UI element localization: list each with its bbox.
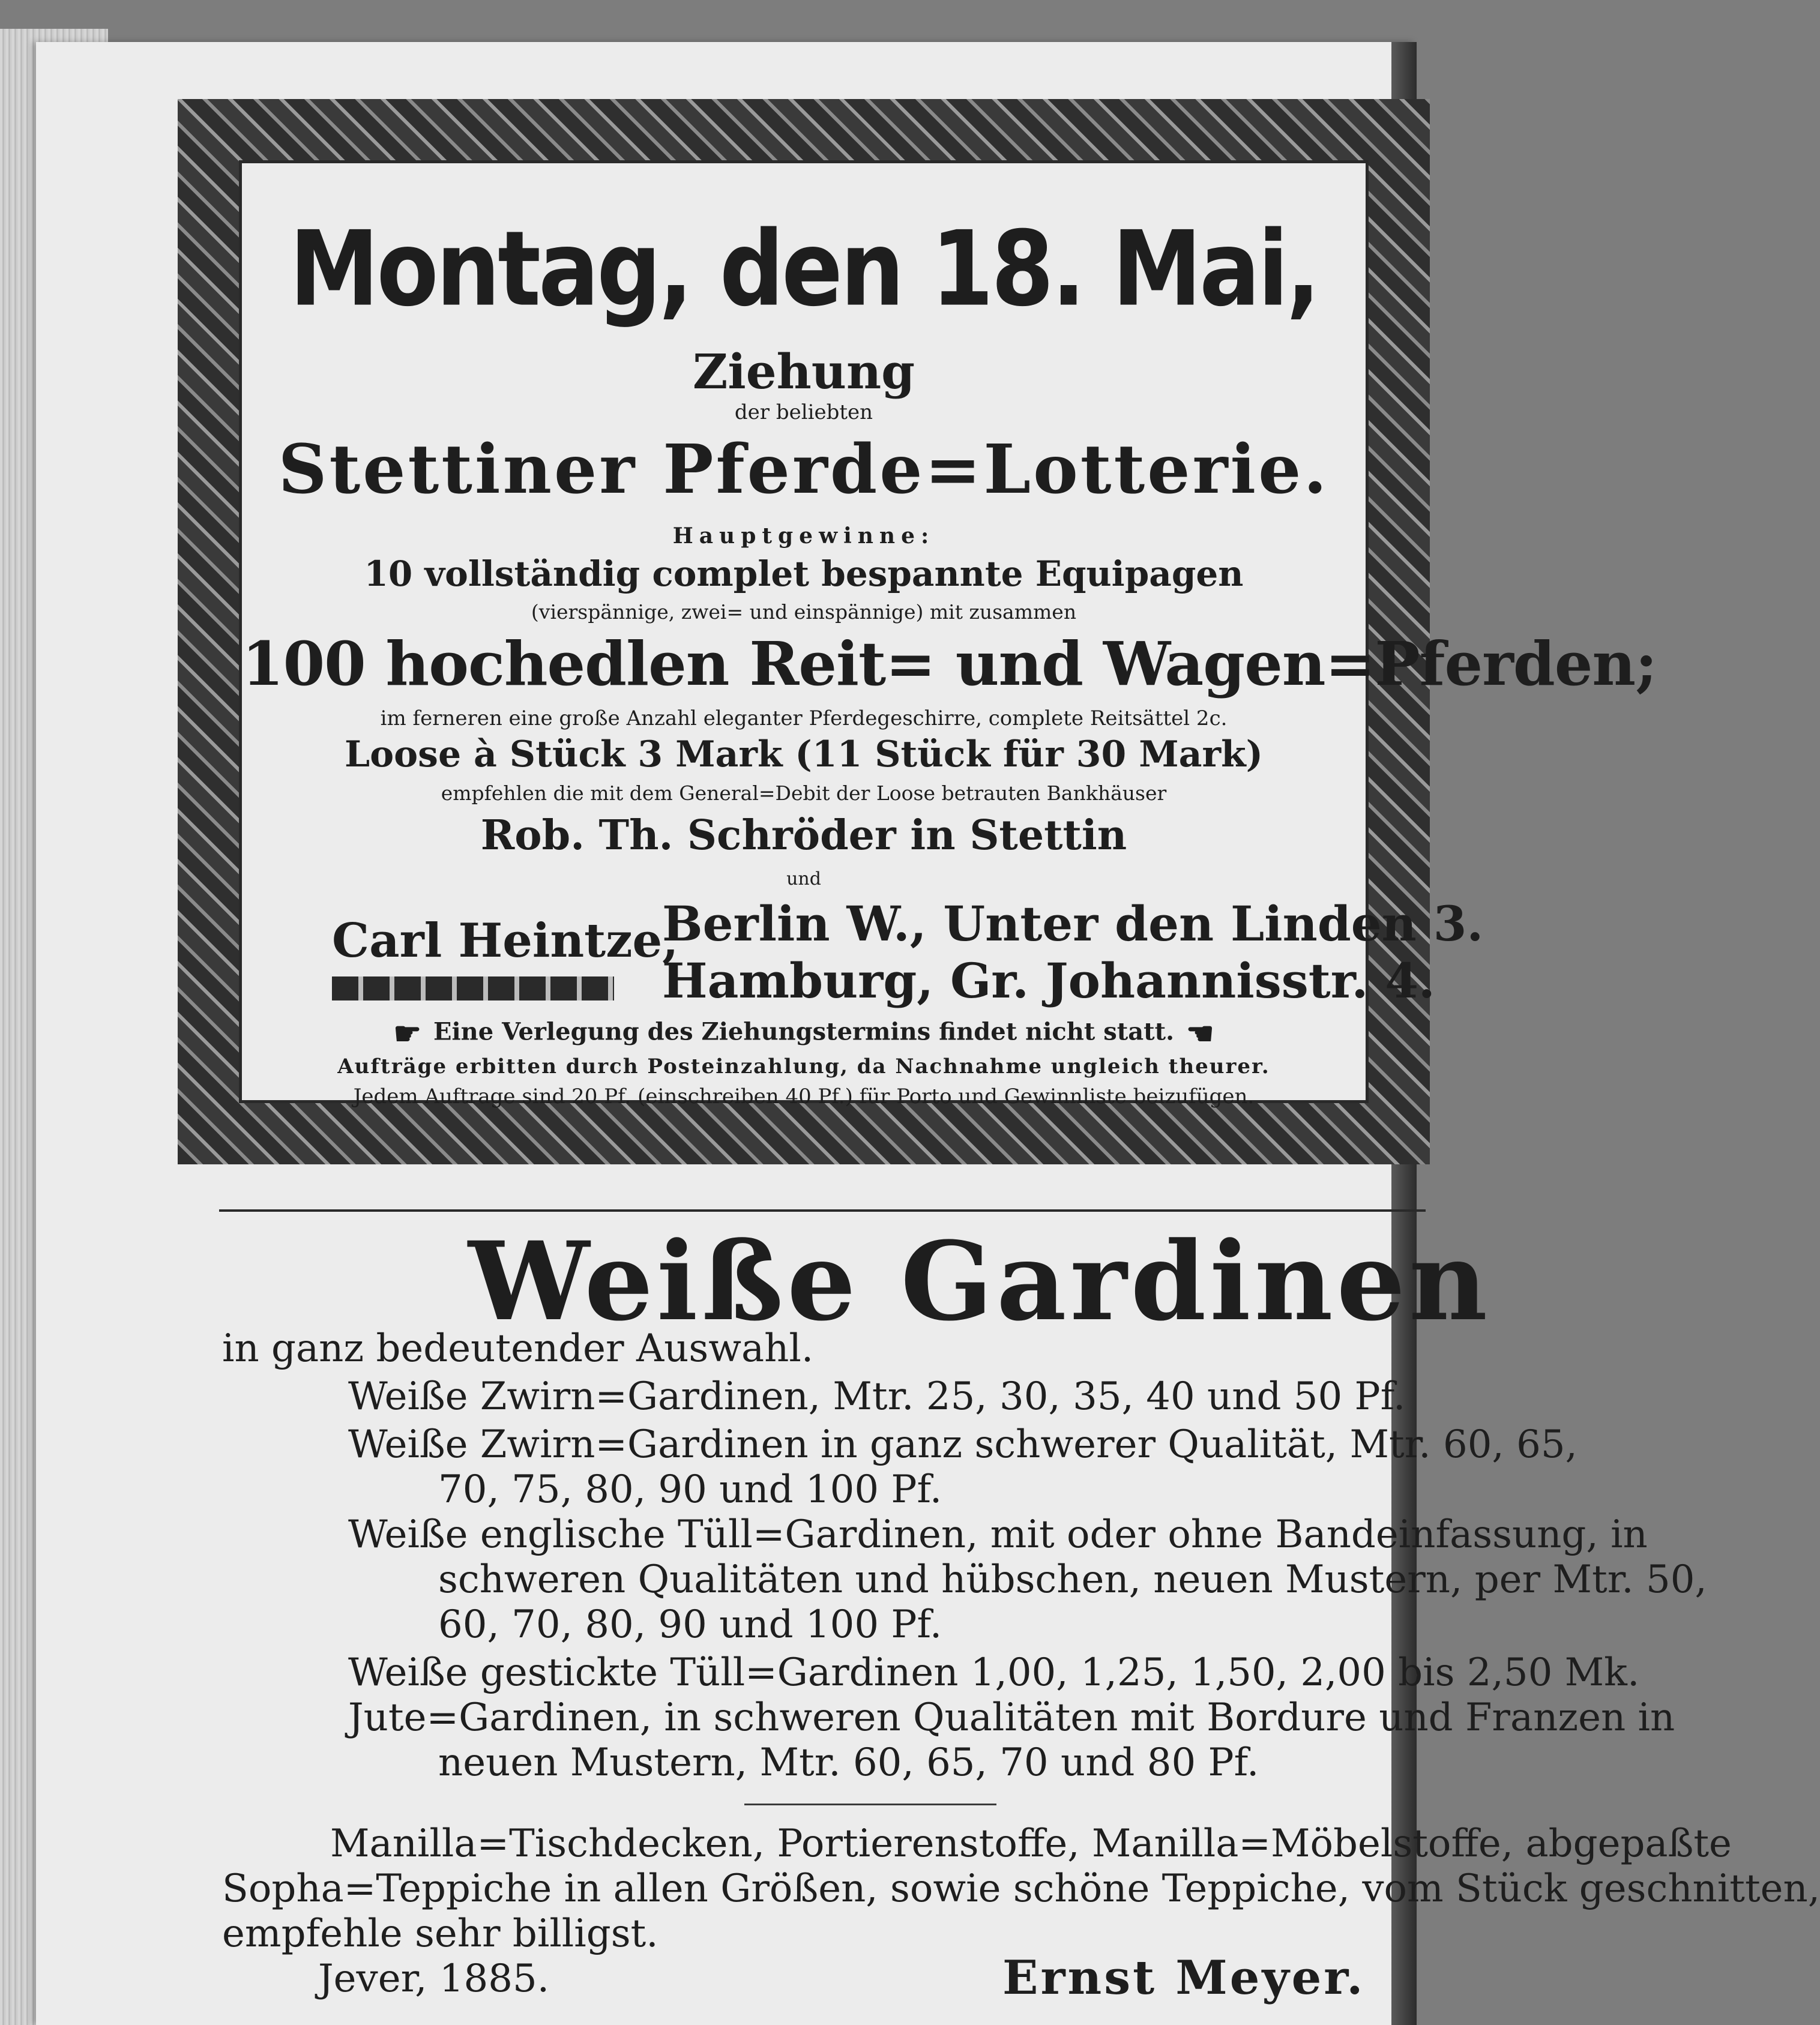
city-date: Jever, 1885. [318, 1957, 550, 2001]
lottery-headline: Montag, den 18. Mai, [289, 209, 1318, 330]
gardinen-line: Weiße Zwirn=Gardinen, Mtr. 25, 30, 35, 40 und 50 Pf. [348, 1374, 1406, 1419]
address-berlin: Berlin W., Unter den Linden 3. [662, 895, 1484, 952]
misc-line: empfehle sehr billigst. [222, 1912, 658, 1956]
der-beliebten-text: der beliebten [734, 400, 873, 424]
address-hamburg: Hamburg, Gr. Johannisstr. 4. [662, 952, 1435, 1009]
gardinen-line: 60, 70, 80, 90 und 100 Pf. [438, 1602, 942, 1647]
notice-text: Eine Verlegung des Ziehungstermins findet nicht statt. [433, 1017, 1175, 1046]
hauptgewinne-heading: Hauptgewinne: [672, 523, 935, 549]
pointing-hand-left-icon: ☚ [1186, 1016, 1214, 1052]
bank-heintze: Carl Heintze, [332, 913, 679, 968]
lottery-name: Stettiner Pferde=Lotterie. [278, 430, 1330, 509]
newspaper-page [36, 42, 1820, 2025]
equipagen-note: (vierspännige, zwei= und einspännige) mit zusammen [531, 600, 1077, 624]
bank-schroeder: Rob. Th. Schröder in Stettin [480, 811, 1127, 859]
gardinen-line: Weiße englische Tüll=Gardinen, mit oder ohne Bandeinfassung, in [348, 1512, 1648, 1557]
lottery-content [239, 160, 1657, 1109]
porto-text: Jedem Auftrage sind 20 Pf. (einschreiben 40 Pf.) für Porto und Gewinnliste beizufügen. [353, 1085, 1255, 1109]
gardinen-line: Weiße gestickte Tüll=Gardinen 1,00, 1,25, 1,50, 2,00 bis 2,50 Mk. [348, 1650, 1640, 1695]
gardinen-intro: in ganz bedeutender Auswahl. [222, 1326, 814, 1371]
empfehlen-text: empfehlen die mit dem General=Debit der Loose betrauten Bankhäuser [441, 781, 1167, 805]
gardinen-line: schweren Qualitäten und hübschen, neuen Mustern, per Mtr. 50, [438, 1557, 1707, 1602]
equipagen-prize: 10 vollständig complet bespannte Equipagen [364, 553, 1244, 594]
zubehoer-text: im ferneren eine große Anzahl eleganter Pferdegeschirre, complete Reitsättel 2c. [380, 706, 1228, 730]
gardinen-line: 70, 75, 80, 90 und 100 Pf. [438, 1467, 942, 1512]
auftraege-text: Aufträge erbitten durch Posteinzahlung, da Nachnahme ungleich theurer. [337, 1055, 1270, 1079]
gardinen-line: neuen Mustern, Mtr. 60, 65, 70 und 80 Pf. [438, 1741, 1259, 1785]
misc-line: Manilla=Tischdecken, Portierenstoffe, Manilla=Möbelstoffe, abgepaßte [330, 1822, 1732, 1866]
notice-line [242, 1016, 1366, 1052]
pferden-prize: 100 hochedlen Reit= und Wagen=Pferden; [242, 628, 1657, 699]
gardinen-line: Jute=Gardinen, in schweren Qualitäten mit Bordure und Franzen in [348, 1696, 1675, 1740]
loose-price: Loose à Stück 3 Mark (11 Stück für 30 Mark) [344, 733, 1264, 775]
decorative-bar [332, 976, 614, 1000]
heintze-block [242, 895, 1484, 1009]
short-rule [744, 1804, 996, 1805]
pointing-hand-right-icon: ☛ [393, 1016, 421, 1052]
lottery-advertisement [178, 99, 1657, 1164]
gardinen-line: Weiße Zwirn=Gardinen in ganz schwerer Qualität, Mtr. 60, 65, [348, 1422, 1577, 1467]
section-rule [219, 1209, 1426, 1212]
und-text: und [786, 868, 821, 889]
ziehung-heading: Ziehung [692, 343, 915, 400]
gardinen-title: Weiße Gardinen [468, 1218, 1491, 1345]
signature-ernst-meyer: Ernst Meyer. [1002, 1951, 1366, 2005]
misc-line: Sopha=Teppiche in allen Größen, sowie schöne Teppiche, vom Stück geschnitten, [222, 1867, 1820, 1911]
